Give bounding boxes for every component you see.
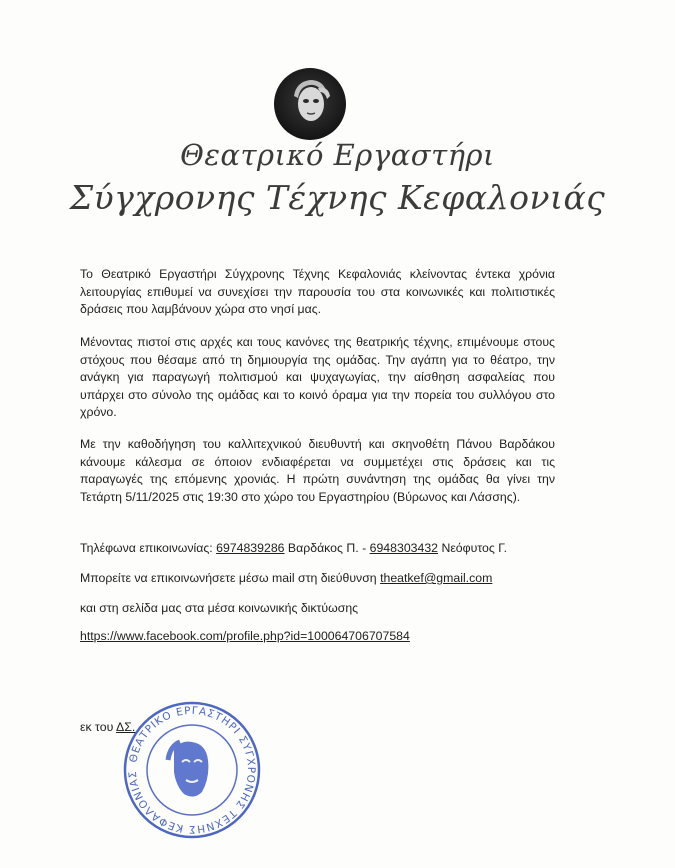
phone-name-2: Νεόφυτος Γ. [441, 541, 508, 555]
facebook-url[interactable]: https://www.facebook.com/profile.php?id=100064706707584 [80, 629, 410, 643]
phone-name-1: Βαρδάκος Π. [287, 541, 359, 555]
phone-link-1[interactable]: 6974839286 [216, 541, 285, 555]
paragraph-intro: Το Θεατρικό Εργαστήρι Σύγχρονης Τέχνης Κεφαλονιάς κλείνοντας έντεκα χρόνια λειτουργίας επιθυμεί να συνεχίσει την παρουσία του στα κοινωνικές και πολιτιστικές δράσεις που λαμβάνουν χώρα στο νησί μας. [80, 267, 555, 317]
theatre-mask-logo-icon [274, 68, 346, 140]
paragraph-principles: Μένοντας πιστοί στις αρχές και τους κανόνες της θεατρικής τέχνης, επιμένουμε στους στόχους που θέσαμε από τη δημιουργία της ομάδας. Την αγάπη για το θέατρο, την ανάγκη για παραγωγή πολιτισμού και ψυχαγωγίας, την αίσθηση ασφαλείας που υπάρχει στο σύνολο της ομάδας και το κοινό όραμα για την πορεία του συλλόγου στο χρόνο. [80, 335, 555, 420]
organization-stamp [122, 700, 262, 840]
title-line-1: Θεατρικό Εργαστήρι [180, 138, 495, 172]
facebook-link[interactable] [80, 628, 410, 646]
stamp-text: ΘΕΑΤΡΙΚΟ ΕΡΓΑΣΤΗΡΙ ΣΥΓΧΡΟΝΗΣ ΤΕΧΝΗΣ ΚΕΦΑΛΟΝΙΑΣ [126, 704, 258, 836]
title-line-2: Σύγχρονης Τέχνης Κεφαλονιάς [69, 178, 606, 217]
phones-label: Τηλέφωνα επικοινωνίας: [80, 541, 213, 555]
social-text: και στη σελίδα μας στα μέσα κοινωνικής δικτύωσης [80, 601, 359, 615]
phone-separator: - [362, 541, 367, 555]
phone-link-2[interactable]: 6948303432 [369, 541, 439, 555]
email-link[interactable]: theatkef@gmail.com [380, 571, 493, 585]
contact-phones [80, 540, 507, 558]
contact-email-line [80, 570, 492, 588]
stamp-face-icon [168, 742, 208, 797]
mail-text: Μπορείτε να επικοινωνήσετε μέσω mail στη διεύθυνση [80, 571, 377, 585]
paragraph-invitation: Με την καθοδήγηση του καλλιτεχνικού διευθυντή και σκηνοθέτη Πάνου Βαρδάκου κάνουμε κάλεσμα σε όποιον ενδιαφέρεται να συμμετέχει στις δράσεις και τις παραγωγές της επόμενης χρονιάς. Η πρώτη συνάντηση της ομάδας θα γίνει την Τετάρτη 5/11/2025 στις 19:30 στο χώρο του Εργαστηρίου (Βύρωνος και Λάσσης). [80, 437, 555, 504]
signature-prefix: εκ του [80, 720, 114, 734]
signature-board-abbr: ΔΣ. [116, 720, 136, 734]
